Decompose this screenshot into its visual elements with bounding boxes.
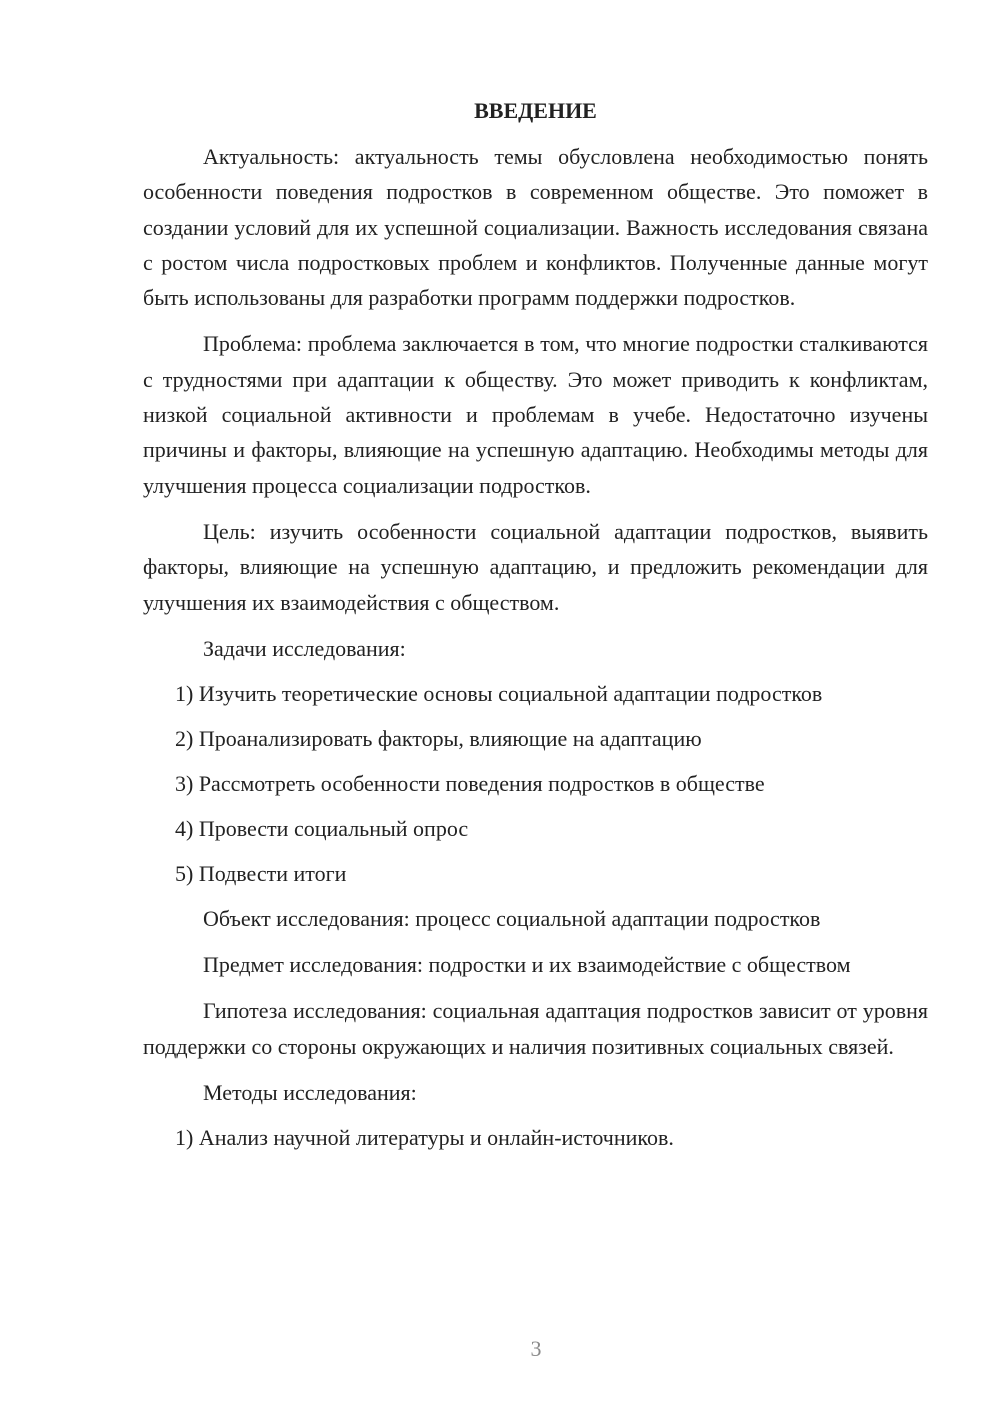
- task-item-2: 2) Проанализировать факторы, влияющие на адаптацию: [175, 725, 702, 751]
- subject-paragraph: Предмет исследования: подростки и их взаимодействие с обществом: [203, 952, 851, 978]
- tasks-heading: Задачи исследования:: [203, 635, 406, 661]
- section-title: ВВЕДЕНИЕ: [474, 98, 597, 123]
- object-paragraph: Объект исследования: процесс социальной адаптации подростков: [203, 905, 821, 931]
- page-content: [143, 95, 928, 1165]
- task-item-3: 3) Рассмотреть особенности поведения подростков в обществе: [175, 770, 765, 796]
- goal-paragraph: Цель: изучить особенности социальной адаптации подростков, выявить факторы, влияющие на успешную адаптацию, и предложить рекомендации для улучшения их взаимодействия с обществом.: [143, 518, 928, 615]
- methods-list: [143, 1120, 928, 1155]
- methods-heading: Методы исследования:: [203, 1080, 417, 1106]
- hypothesis-paragraph: Гипотеза исследования: социальная адаптация подростков зависит от уровня поддержки со стороны окружающих и наличия позитивных социальных связей.: [143, 998, 928, 1059]
- page-number: 3: [530, 1336, 542, 1361]
- problem-paragraph: Проблема: проблема заключается в том, что многие подростки сталкиваются с трудностями при адаптации к обществу. Это может приводить к конфликтам, низкой социальной активности и проблемам в учебе. Недостаточно изучены причины и факторы, влияющие на успешную адаптацию. Необходимы методы для улучшения процесса социализации подростков.: [143, 331, 928, 498]
- task-item-5: 5) Подвести итоги: [175, 860, 347, 886]
- tasks-list: [143, 676, 928, 891]
- task-item-4: 4) Провести социальный опрос: [175, 815, 469, 841]
- task-item-1: 1) Изучить теоретические основы социальной адаптации подростков: [175, 680, 823, 706]
- method-item-1: 1) Анализ научной литературы и онлайн-источников.: [175, 1125, 674, 1151]
- relevance-paragraph: Актуальность: актуальность темы обусловлена необходимостью понять особенности поведения подростков в современном обществе. Это поможет в создании условий для их успешной социализации. Важность исследования связана с ростом числа подростковых проблем и конфликтов. Полученные данные могут быть использованы для разработки программ поддержки подростков.: [143, 144, 928, 311]
